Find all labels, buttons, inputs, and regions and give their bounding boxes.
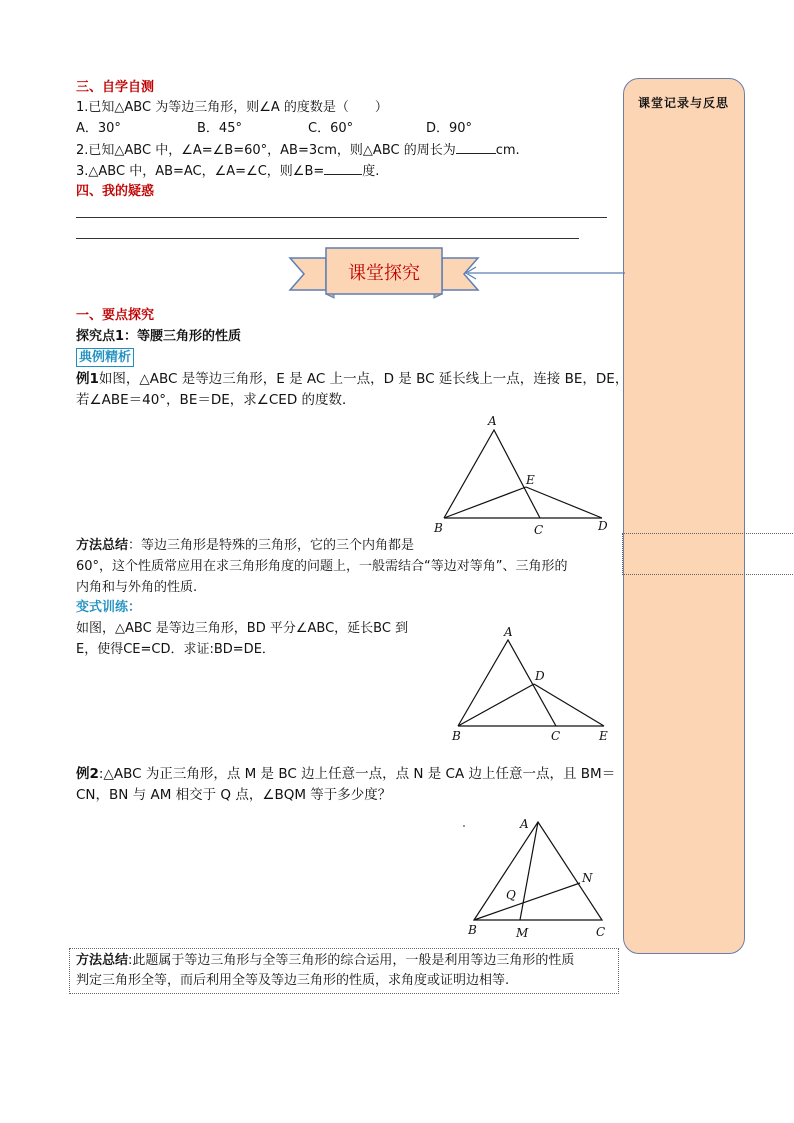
fig3-label-n: N [582,871,593,885]
figure-3-triangle [458,812,618,942]
fig2-label-d: D [535,669,545,683]
option-a: A．30° [76,121,121,136]
example-1-line-1 [76,369,628,389]
figure-2-triangle [448,624,618,746]
option-d: D．90° [426,121,473,136]
method-1-note-box [622,533,794,575]
fig3-label-b: B [468,923,477,937]
fig1-label-c: C [534,523,544,537]
self-test-heading: 三、自学自测 [76,80,155,95]
doubt-line [76,217,607,218]
example-2-text: :△ABC 为正三角形，点 M 是 BC 边上任意一点，点 N 是 CA 边上任意一点，且 BM＝ [98,766,616,782]
fig1-label-a: A [488,414,497,428]
fig1-label-b: B [434,521,443,535]
question-3-unit: 度. [362,164,380,179]
sidebar-title: 课堂记录与反思 [638,96,730,110]
explore-heading: 一、要点探究 [76,308,155,323]
question-2 [76,140,520,161]
fig3-label-c: C [596,925,606,939]
fig1-label-e: E [526,473,535,487]
method-2-line-2: 判定三角形全等，而后利用全等及等边三角形的性质，求角度或证明边相等. [76,973,510,988]
method-2-line-1 [76,951,574,971]
example-2-line-1 [76,764,615,784]
method-1-text: ：等边三角形是特殊的三角形，它的三个内角都是 [128,538,415,553]
question-3 [76,161,379,182]
option-c: C．60° [308,121,354,136]
fig2-label-b: B [452,729,461,743]
question-1: 1.已知△ABC 为等边三角形，则∠A 的度数是（ ） [76,100,388,115]
fig2-label-e: E [599,729,608,743]
fig2-label-c: C [551,729,561,743]
pointer-arrow [460,262,626,282]
fig3-label-q: Q [506,888,516,902]
point-1-title: 探究点1：等腰三角形的性质 [76,329,242,344]
notes-sidebar [623,78,745,954]
method-1-label: 方法总结 [76,538,129,553]
example-1-line-2: 若∠ABE＝40°，BE＝DE，求∠CED 的度数． [76,392,356,408]
method-2-label: 方法总结 [76,953,129,968]
doubt-line [76,238,579,239]
examples-label: 典例精析 [76,348,134,367]
fig1-label-d: D [598,519,608,533]
example-1-prefix: 例1 [76,371,99,387]
fig3-label-m: M [516,926,529,940]
figure-1-triangle [430,412,620,540]
method-1-line-3: 内角和与外角的性质. [76,580,198,595]
fig3-label-a: A [520,817,529,831]
question-3-text: 3.△ABC 中，AB=AC，∠A=∠C，则∠B= [76,164,325,179]
doubts-heading: 四、我的疑惑 [76,184,155,199]
option-b: B．45° [197,121,242,136]
method-1-box-edge [622,533,623,573]
variant-line-2: E，使得CE=CD．求证:BD=DE． [76,642,275,657]
method-1-line-1 [76,536,414,556]
variant-label: 变式训练： [76,600,142,615]
banner-label: 课堂探究 [348,263,420,284]
question-2-unit: cm. [495,143,520,158]
answer-blank [324,161,362,175]
fig2-label-a: A [504,625,513,639]
method-2-text: :此题属于等边三角形与全等三角形的综合运用，一般是利用等边三角形的性质 [128,953,575,968]
method-1-line-2: 60°，这个性质常应用在求三角形角度的问题上，一般需结合“等边对等角”、三角形的 [76,559,568,574]
example-1-text: 如图，△ABC 是等边三角形，E 是 AC 上一点，D 是 BC 延长线上一点，连接 BE，DE， [98,371,629,387]
example-2-prefix: 例2 [76,766,99,782]
question-2-text: 2.已知△ABC 中，∠A=∠B=60°，AB=3cm，则△ABC 的周长为 [76,143,456,158]
example-2-line-2: CN，BN 与 AM 相交于 Q 点，∠BQM 等于多少度？ [76,787,392,803]
variant-line-1: 如图，△ABC 是等边三角形，BD 平分∠ABC，延长BC 到 [76,621,409,636]
answer-blank [456,140,496,154]
